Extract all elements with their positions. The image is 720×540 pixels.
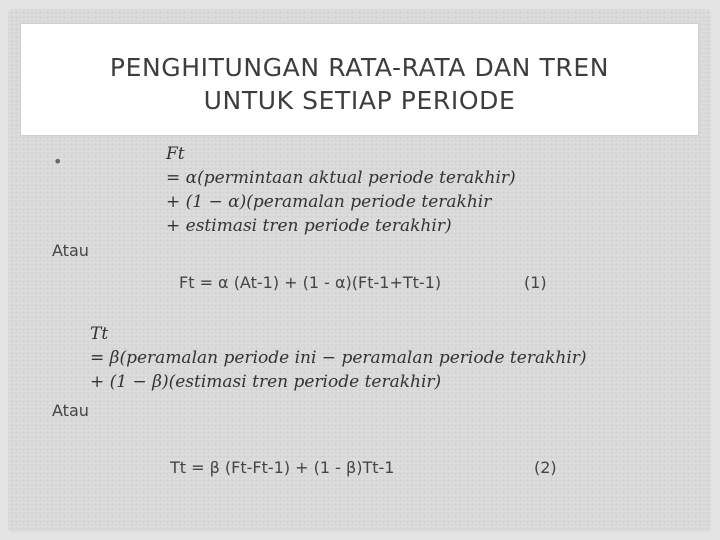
formula-tt — [90, 322, 587, 394]
formula-tt-line-1: Tt — [90, 324, 109, 344]
equation-1: Ft = α (At-1) + (1 - α)(Ft-1+Tt-1) — [179, 273, 442, 292]
formula-ft-line-1: Ft — [166, 144, 185, 164]
formula-tt-line-3: + (1 − β)(estimasi tren periode terakhir) — [90, 372, 442, 392]
equation-2-number: (2) — [534, 458, 557, 477]
slide-title — [21, 51, 698, 117]
formula-tt-line-2: = β(peramalan periode ini − peramalan periode terakhir) — [90, 348, 587, 368]
formula-ft-line-3: + (1 − α)(peramalan periode terakhir — [166, 192, 492, 212]
equation-1-number: (1) — [524, 273, 547, 292]
formula-ft-line-4: + estimasi tren periode terakhir) — [166, 216, 452, 236]
slide-title-line-2: UNTUK SETIAP PERIODE — [203, 86, 516, 115]
atau-label-1: Atau — [52, 241, 89, 260]
atau-label-2: Atau — [52, 401, 89, 420]
equation-2: Tt = β (Ft-Ft-1) + (1 - β)Tt-1 — [170, 458, 395, 477]
slide-title-line-1: PENGHITUNGAN RATA-RATA DAN TREN — [109, 53, 610, 82]
formula-ft-line-2: = α(permintaan aktual periode terakhir) — [166, 168, 516, 188]
slide — [8, 9, 711, 532]
formula-ft — [166, 142, 516, 238]
title-box — [21, 24, 698, 135]
bullet-icon: • — [53, 152, 63, 171]
